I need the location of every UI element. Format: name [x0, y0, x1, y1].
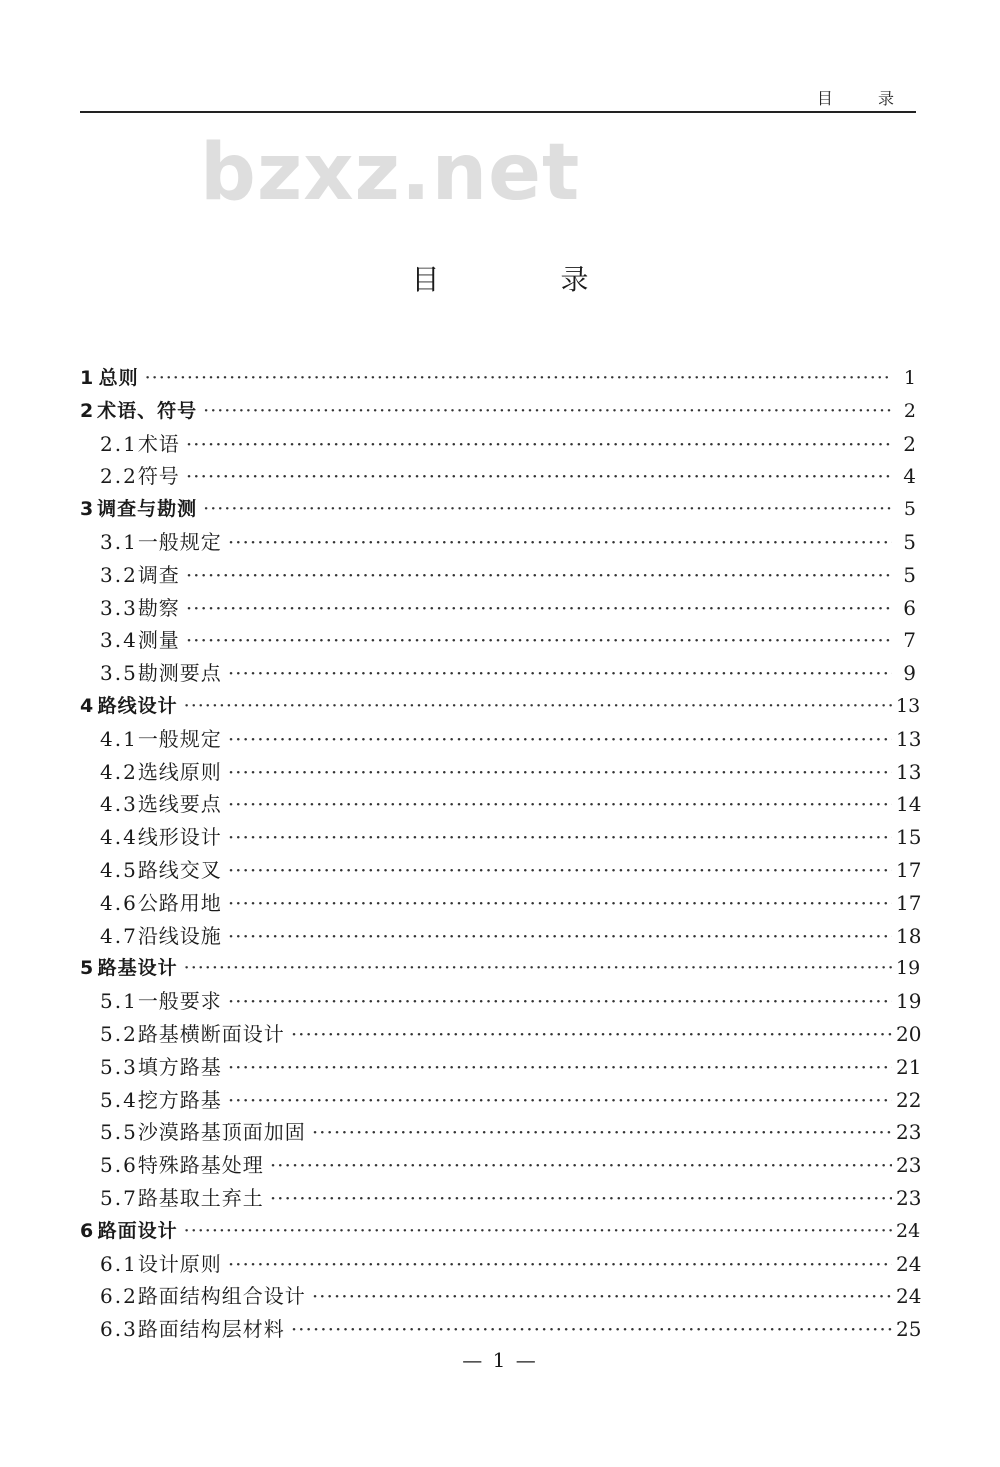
toc-section-entry[interactable]	[80, 1182, 922, 1215]
toc-entry-page: 19	[896, 957, 921, 980]
toc-chapter-entry[interactable]	[80, 362, 916, 395]
toc-section-entry[interactable]	[80, 985, 922, 1018]
toc-entry-title: 特殊路基处理	[137, 1153, 264, 1178]
toc-dot-leader	[228, 788, 892, 821]
toc-entry-page: 9	[903, 661, 916, 686]
toc-dot-leader	[186, 460, 892, 493]
toc-section-entry[interactable]	[80, 428, 916, 461]
toc-section-entry[interactable]	[80, 1051, 922, 1084]
toc-entry-page: 1	[903, 367, 916, 389]
toc-entry-title: 公路用地	[137, 890, 222, 915]
toc-section-entry[interactable]	[80, 1248, 922, 1281]
toc-section-entry[interactable]	[80, 657, 916, 690]
toc-entry-number: 3	[80, 498, 94, 521]
toc-entry-page: 2	[903, 399, 916, 422]
toc-dot-leader	[228, 723, 892, 756]
toc-entry-page: 7	[903, 628, 916, 653]
toc-section-entry[interactable]	[80, 756, 922, 789]
toc-entry-number: 5.3	[100, 1054, 138, 1079]
toc-chapter-entry[interactable]	[80, 690, 921, 723]
toc-entry-number: 5.7	[100, 1185, 138, 1210]
toc-entry-number: 1	[80, 367, 94, 389]
toc-section-entry[interactable]	[80, 723, 922, 756]
toc-entry-title: 路基取土弃土	[137, 1185, 264, 1210]
toc-dot-leader	[270, 1182, 892, 1215]
toc-section-entry[interactable]	[80, 1084, 922, 1117]
toc-dot-leader	[228, 821, 892, 854]
toc-section-entry[interactable]	[80, 1313, 922, 1346]
toc-entry-page: 23	[896, 1185, 922, 1210]
toc-entry-page: 22	[896, 1087, 922, 1112]
toc-entry-number: 5.6	[100, 1153, 138, 1178]
toc-entry-number: 4.5	[100, 857, 138, 882]
toc-entry-page: 23	[896, 1120, 922, 1145]
toc-entry-number: 3.1	[100, 529, 138, 554]
toc-entry-title: 一般要求	[137, 989, 222, 1014]
toc-entry-page: 20	[896, 1021, 922, 1046]
toc-entry-page: 13	[896, 759, 922, 784]
toc-entry-number: 2	[80, 399, 94, 422]
toc-entry-title: 沿线设施	[137, 923, 222, 948]
toc-section-entry[interactable]	[80, 460, 916, 493]
toc-entry-title: 路线设计	[97, 694, 178, 717]
toc-entry-page: 18	[896, 923, 922, 948]
toc-section-entry[interactable]	[80, 1018, 922, 1051]
toc-section-entry[interactable]	[80, 854, 922, 887]
toc-dot-leader	[228, 657, 892, 690]
toc-dot-leader	[186, 624, 892, 657]
toc-dot-leader	[291, 1018, 892, 1051]
toc-entry-number: 6.2	[100, 1284, 138, 1309]
toc-entry-title: 调查	[137, 562, 180, 587]
toc-entry-page: 15	[896, 825, 922, 850]
toc-entry-title: 路面结构组合设计	[137, 1284, 306, 1309]
toc-entry-title: 沙漠路基顶面加固	[137, 1120, 306, 1145]
toc-dot-leader	[312, 1116, 892, 1149]
toc-section-entry[interactable]	[80, 624, 916, 657]
toc-entry-title: 勘察	[137, 595, 180, 620]
toc-entry-number: 4.7	[100, 923, 138, 948]
toc-dot-leader	[228, 854, 892, 887]
toc-entry-title: 符号	[137, 464, 180, 489]
table-of-contents	[80, 362, 922, 1346]
toc-dot-leader	[228, 526, 892, 559]
toc-dot-leader	[312, 1280, 892, 1313]
toc-dot-leader	[291, 1313, 892, 1346]
toc-entry-title: 选线要点	[137, 792, 222, 817]
toc-dot-leader	[184, 690, 892, 723]
toc-dot-leader	[228, 1248, 892, 1281]
toc-entry-number: 3.5	[100, 661, 138, 686]
toc-entry-number: 5	[80, 957, 94, 980]
toc-dot-leader	[145, 362, 892, 395]
watermark: bzxz.net	[200, 128, 581, 218]
toc-entry-number: 4.4	[100, 825, 138, 850]
toc-entry-number: 5.5	[100, 1120, 138, 1145]
toc-entry-page: 6	[903, 595, 916, 620]
toc-entry-title: 测量	[137, 628, 180, 653]
toc-section-entry[interactable]	[80, 559, 916, 592]
toc-entry-title: 路线交叉	[137, 857, 222, 882]
toc-dot-leader	[203, 493, 892, 526]
toc-entry-number: 6.1	[100, 1251, 138, 1276]
toc-dot-leader	[203, 395, 892, 428]
toc-entry-number: 3.2	[100, 562, 138, 587]
toc-entry-page: 2	[903, 431, 916, 456]
toc-entry-title: 一般规定	[137, 529, 222, 554]
toc-entry-number: 5.4	[100, 1087, 138, 1112]
toc-entry-number: 6.3	[100, 1317, 138, 1342]
toc-dot-leader	[184, 1215, 892, 1248]
toc-entry-number: 4	[80, 694, 94, 717]
toc-entry-number: 2.2	[100, 464, 138, 489]
toc-entry-page: 21	[896, 1054, 922, 1079]
toc-entry-title: 填方路基	[137, 1054, 222, 1079]
toc-dot-leader	[184, 952, 892, 985]
toc-entry-title: 挖方路基	[137, 1087, 222, 1112]
page-number: — 1 —	[462, 1348, 538, 1372]
toc-entry-page: 17	[896, 890, 922, 915]
toc-section-entry[interactable]	[80, 1116, 922, 1149]
toc-entry-title: 术语、符号	[97, 399, 198, 422]
toc-entry-title: 线形设计	[137, 825, 222, 850]
toc-entry-page: 24	[896, 1284, 922, 1309]
toc-dot-leader	[228, 887, 892, 920]
toc-entry-title: 路基横断面设计	[137, 1021, 285, 1046]
toc-dot-leader	[186, 592, 892, 625]
toc-entry-number: 5.1	[100, 989, 138, 1014]
toc-entry-number: 3.3	[100, 595, 138, 620]
toc-entry-page: 5	[903, 529, 916, 554]
toc-entry-title: 调查与勘测	[97, 498, 198, 521]
toc-entry-page: 13	[896, 726, 922, 751]
toc-entry-number: 3.4	[100, 628, 138, 653]
toc-entry-number: 4.1	[100, 726, 138, 751]
toc-entry-title: 选线原则	[137, 759, 222, 784]
toc-entry-page: 4	[903, 464, 916, 489]
toc-section-entry[interactable]	[80, 592, 916, 625]
toc-section-entry[interactable]	[80, 887, 922, 920]
toc-entry-page: 24	[896, 1251, 922, 1276]
toc-chapter-entry[interactable]	[80, 1215, 921, 1248]
toc-entry-title: 一般规定	[137, 726, 222, 751]
toc-entry-title: 总则	[98, 367, 139, 389]
toc-entry-title: 路面结构层材料	[137, 1317, 285, 1342]
toc-entry-number: 4.6	[100, 890, 138, 915]
toc-chapter-entry[interactable]	[80, 493, 916, 526]
toc-section-entry[interactable]	[80, 1280, 922, 1313]
toc-entry-number: 6	[80, 1219, 94, 1242]
toc-entry-number: 2.1	[100, 431, 138, 456]
toc-section-entry[interactable]	[80, 1149, 922, 1182]
toc-section-entry[interactable]	[80, 788, 922, 821]
toc-entry-page: 19	[896, 989, 922, 1014]
toc-entry-number: 5.2	[100, 1021, 138, 1046]
page-title: 目 录	[411, 263, 645, 296]
toc-section-entry[interactable]	[80, 821, 922, 854]
toc-dot-leader	[270, 1149, 892, 1182]
toc-entry-title: 勘测要点	[137, 661, 222, 686]
toc-dot-leader	[228, 1084, 892, 1117]
header-rule	[80, 111, 916, 113]
toc-entry-title: 路面设计	[97, 1219, 178, 1242]
toc-entry-title: 术语	[137, 431, 180, 456]
toc-entry-number: 4.3	[100, 792, 138, 817]
toc-entry-page: 25	[896, 1317, 922, 1342]
toc-dot-leader	[228, 985, 892, 1018]
toc-chapter-entry[interactable]	[80, 952, 921, 985]
toc-entry-title: 设计原则	[137, 1251, 222, 1276]
toc-dot-leader	[186, 428, 892, 461]
toc-entry-page: 13	[896, 694, 921, 717]
toc-dot-leader	[228, 1051, 892, 1084]
toc-section-entry[interactable]	[80, 920, 922, 953]
toc-entry-page: 17	[896, 857, 922, 882]
toc-entry-title: 路基设计	[97, 957, 178, 980]
toc-entry-number: 4.2	[100, 759, 138, 784]
toc-chapter-entry[interactable]	[80, 395, 916, 428]
toc-dot-leader	[186, 559, 892, 592]
toc-dot-leader	[228, 756, 892, 789]
running-header: 目 录	[816, 89, 914, 108]
toc-dot-leader	[228, 920, 892, 953]
toc-entry-page: 5	[903, 562, 916, 587]
toc-entry-page: 24	[896, 1219, 921, 1242]
toc-section-entry[interactable]	[80, 526, 916, 559]
toc-entry-page: 23	[896, 1153, 922, 1178]
toc-entry-page: 14	[896, 792, 922, 817]
toc-entry-page: 5	[903, 498, 916, 521]
